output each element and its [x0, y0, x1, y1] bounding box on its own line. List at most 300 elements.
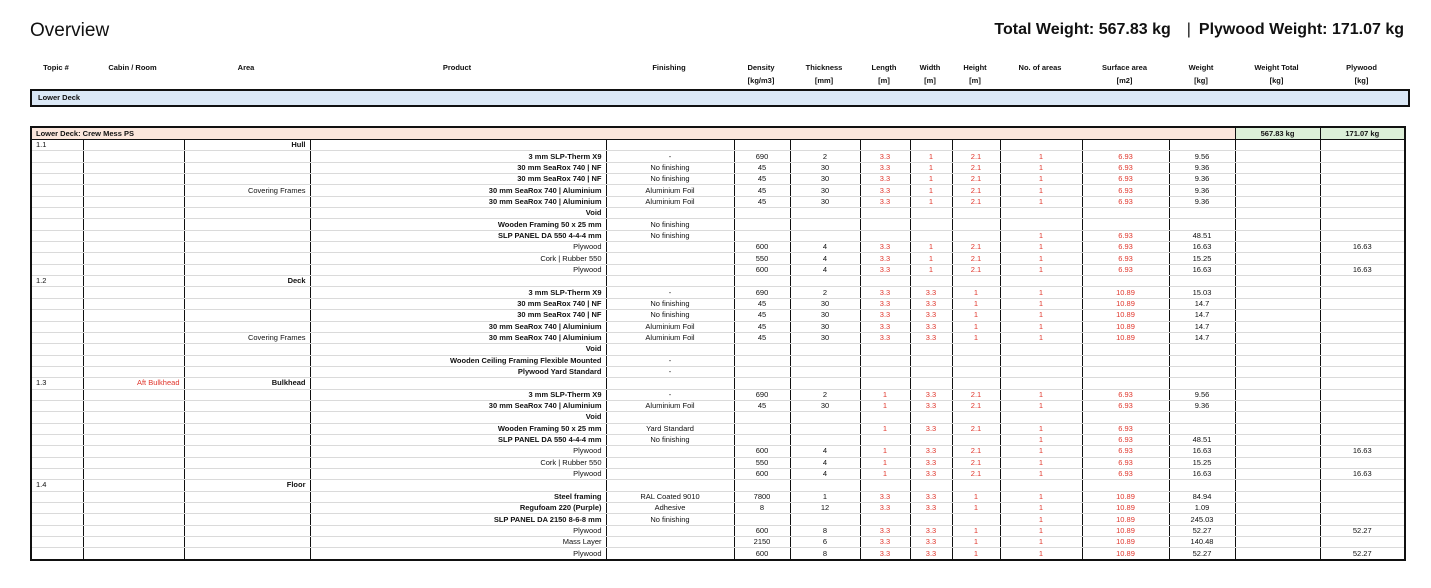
- height-cell[interactable]: 2.1: [952, 423, 1000, 434]
- topic-cell[interactable]: 1.4: [31, 480, 83, 491]
- finishing-cell[interactable]: -: [606, 355, 734, 366]
- weight-cell[interactable]: 15.25: [1169, 253, 1235, 264]
- length-cell[interactable]: 3.3: [860, 332, 910, 343]
- length-cell[interactable]: 3.3: [860, 548, 910, 560]
- finishing-cell[interactable]: No finishing: [606, 434, 734, 445]
- density-cell[interactable]: [734, 480, 790, 491]
- table-row[interactable]: [31, 140, 1405, 151]
- room-cell[interactable]: [83, 174, 184, 185]
- thickness-cell[interactable]: [790, 230, 860, 241]
- thickness-cell[interactable]: [790, 208, 860, 219]
- height-cell[interactable]: 2.1: [952, 162, 1000, 173]
- height-cell[interactable]: [952, 480, 1000, 491]
- plywood-cell[interactable]: [1320, 298, 1405, 309]
- weight-total-cell[interactable]: [1235, 514, 1320, 525]
- weight-total-cell[interactable]: [1235, 491, 1320, 502]
- areas-count-cell[interactable]: 1: [1000, 503, 1082, 514]
- height-cell[interactable]: [952, 412, 1000, 423]
- surface-area-cell[interactable]: 10.89: [1082, 298, 1169, 309]
- density-cell[interactable]: 600: [734, 446, 790, 457]
- density-cell[interactable]: 550: [734, 253, 790, 264]
- room-cell[interactable]: [83, 253, 184, 264]
- topic-cell[interactable]: 1.1: [31, 140, 83, 151]
- height-cell[interactable]: 2.1: [952, 468, 1000, 479]
- area-cell[interactable]: [184, 151, 310, 162]
- weight-cell[interactable]: 9.36: [1169, 174, 1235, 185]
- table-row[interactable]: [31, 446, 1405, 457]
- density-cell[interactable]: 550: [734, 457, 790, 468]
- surface-area-cell[interactable]: 6.93: [1082, 389, 1169, 400]
- surface-area-cell[interactable]: 6.93: [1082, 162, 1169, 173]
- finishing-cell[interactable]: No finishing: [606, 310, 734, 321]
- table-row[interactable]: [31, 412, 1405, 423]
- density-cell[interactable]: [734, 276, 790, 287]
- table-row[interactable]: [31, 503, 1405, 514]
- area-cell[interactable]: [184, 344, 310, 355]
- density-cell[interactable]: 2150: [734, 537, 790, 548]
- length-cell[interactable]: 3.3: [860, 287, 910, 298]
- column-header[interactable]: [1168, 62, 1234, 87]
- product-cell[interactable]: Wooden Framing 50 x 25 mm: [310, 423, 606, 434]
- width-cell[interactable]: 3.3: [910, 468, 952, 479]
- weight-total-cell[interactable]: [1235, 151, 1320, 162]
- product-cell[interactable]: Mass Layer: [310, 537, 606, 548]
- weight-total-cell[interactable]: [1235, 185, 1320, 196]
- length-cell[interactable]: [860, 344, 910, 355]
- plywood-cell[interactable]: [1320, 503, 1405, 514]
- height-cell[interactable]: 2.1: [952, 457, 1000, 468]
- areas-count-cell[interactable]: [1000, 378, 1082, 389]
- table-row[interactable]: [31, 162, 1405, 173]
- weight-cell[interactable]: [1169, 423, 1235, 434]
- areas-count-cell[interactable]: [1000, 344, 1082, 355]
- table-row[interactable]: [31, 332, 1405, 343]
- finishing-cell[interactable]: [606, 140, 734, 151]
- thickness-cell[interactable]: 30: [790, 298, 860, 309]
- topic-cell[interactable]: [31, 400, 83, 411]
- room-cell[interactable]: [83, 400, 184, 411]
- thickness-cell[interactable]: 30: [790, 196, 860, 207]
- product-cell[interactable]: [310, 276, 606, 287]
- density-cell[interactable]: 45: [734, 196, 790, 207]
- length-cell[interactable]: 1: [860, 457, 910, 468]
- areas-count-cell[interactable]: 1: [1000, 174, 1082, 185]
- table-row[interactable]: [31, 151, 1405, 162]
- height-cell[interactable]: [952, 514, 1000, 525]
- plywood-cell[interactable]: [1320, 491, 1405, 502]
- length-cell[interactable]: 3.3: [860, 525, 910, 536]
- surface-area-cell[interactable]: 10.89: [1082, 503, 1169, 514]
- product-cell[interactable]: 30 mm SeaRox 740 | Aluminium: [310, 196, 606, 207]
- finishing-cell[interactable]: [606, 525, 734, 536]
- length-cell[interactable]: 1: [860, 446, 910, 457]
- surface-area-cell[interactable]: 6.93: [1082, 434, 1169, 445]
- density-cell[interactable]: [734, 514, 790, 525]
- room-cell[interactable]: [83, 389, 184, 400]
- table-row[interactable]: [31, 208, 1405, 219]
- plywood-cell[interactable]: [1320, 344, 1405, 355]
- product-cell[interactable]: Void: [310, 344, 606, 355]
- topic-cell[interactable]: [31, 389, 83, 400]
- density-cell[interactable]: 600: [734, 548, 790, 560]
- column-header[interactable]: [789, 62, 859, 87]
- thickness-cell[interactable]: 4: [790, 253, 860, 264]
- width-cell[interactable]: 3.3: [910, 446, 952, 457]
- room-cell[interactable]: [83, 321, 184, 332]
- width-cell[interactable]: 3.3: [910, 525, 952, 536]
- area-cell[interactable]: [184, 412, 310, 423]
- length-cell[interactable]: 3.3: [860, 298, 910, 309]
- areas-count-cell[interactable]: 1: [1000, 389, 1082, 400]
- areas-count-cell[interactable]: 1: [1000, 457, 1082, 468]
- table-row[interactable]: [31, 174, 1405, 185]
- finishing-cell[interactable]: Adhesive: [606, 503, 734, 514]
- topic-cell[interactable]: [31, 287, 83, 298]
- room-cell[interactable]: [83, 355, 184, 366]
- topic-cell[interactable]: [31, 548, 83, 560]
- weight-total-cell[interactable]: [1235, 434, 1320, 445]
- density-cell[interactable]: 45: [734, 174, 790, 185]
- weight-total-cell[interactable]: [1235, 332, 1320, 343]
- areas-count-cell[interactable]: [1000, 276, 1082, 287]
- plywood-cell[interactable]: 16.63: [1320, 468, 1405, 479]
- areas-count-cell[interactable]: 1: [1000, 548, 1082, 560]
- height-cell[interactable]: 1: [952, 525, 1000, 536]
- room-cell[interactable]: [83, 140, 184, 151]
- width-cell[interactable]: 3.3: [910, 503, 952, 514]
- table-row[interactable]: [31, 457, 1405, 468]
- area-cell[interactable]: [184, 253, 310, 264]
- plywood-cell[interactable]: [1320, 355, 1405, 366]
- weight-cell[interactable]: 16.63: [1169, 446, 1235, 457]
- finishing-cell[interactable]: [606, 537, 734, 548]
- room-cell[interactable]: [83, 423, 184, 434]
- area-cell[interactable]: [184, 491, 310, 502]
- density-cell[interactable]: 7800: [734, 491, 790, 502]
- weight-cell[interactable]: [1169, 140, 1235, 151]
- width-cell[interactable]: 3.3: [910, 548, 952, 560]
- room-cell[interactable]: [83, 151, 184, 162]
- weight-cell[interactable]: [1169, 480, 1235, 491]
- product-cell[interactable]: Cork | Rubber 550: [310, 253, 606, 264]
- area-cell[interactable]: [184, 548, 310, 560]
- areas-count-cell[interactable]: 1: [1000, 242, 1082, 253]
- areas-count-cell[interactable]: [1000, 219, 1082, 230]
- plywood-cell[interactable]: [1320, 514, 1405, 525]
- weight-total-cell[interactable]: [1235, 208, 1320, 219]
- areas-count-cell[interactable]: 1: [1000, 310, 1082, 321]
- areas-count-cell[interactable]: 1: [1000, 537, 1082, 548]
- weight-total-cell[interactable]: [1235, 548, 1320, 560]
- topic-cell[interactable]: [31, 253, 83, 264]
- thickness-cell[interactable]: [790, 378, 860, 389]
- width-cell[interactable]: 1: [910, 264, 952, 275]
- product-cell[interactable]: 30 mm SeaRox 740 | Aluminium: [310, 400, 606, 411]
- product-cell[interactable]: Void: [310, 208, 606, 219]
- length-cell[interactable]: 3.3: [860, 491, 910, 502]
- plywood-cell[interactable]: [1320, 276, 1405, 287]
- topic-cell[interactable]: [31, 355, 83, 366]
- thickness-cell[interactable]: [790, 219, 860, 230]
- column-header[interactable]: [309, 62, 605, 87]
- topic-cell[interactable]: [31, 151, 83, 162]
- length-cell[interactable]: [860, 378, 910, 389]
- surface-area-cell[interactable]: 6.93: [1082, 423, 1169, 434]
- plywood-cell[interactable]: [1320, 480, 1405, 491]
- weight-cell[interactable]: 16.63: [1169, 242, 1235, 253]
- thickness-cell[interactable]: [790, 276, 860, 287]
- room-cell[interactable]: [83, 196, 184, 207]
- column-header[interactable]: [1319, 62, 1404, 87]
- room-cell[interactable]: [83, 412, 184, 423]
- width-cell[interactable]: [910, 208, 952, 219]
- weight-cell[interactable]: [1169, 276, 1235, 287]
- table-row[interactable]: [31, 219, 1405, 230]
- product-cell[interactable]: Plywood: [310, 525, 606, 536]
- surface-area-cell[interactable]: 6.93: [1082, 151, 1169, 162]
- density-cell[interactable]: 600: [734, 264, 790, 275]
- areas-count-cell[interactable]: 1: [1000, 185, 1082, 196]
- length-cell[interactable]: [860, 412, 910, 423]
- thickness-cell[interactable]: 30: [790, 332, 860, 343]
- plywood-cell[interactable]: [1320, 310, 1405, 321]
- surface-area-cell[interactable]: 10.89: [1082, 525, 1169, 536]
- surface-area-cell[interactable]: 10.89: [1082, 310, 1169, 321]
- weight-total-cell[interactable]: [1235, 162, 1320, 173]
- weight-cell[interactable]: 140.48: [1169, 537, 1235, 548]
- topic-cell[interactable]: [31, 412, 83, 423]
- column-header[interactable]: [909, 62, 951, 87]
- thickness-cell[interactable]: [790, 423, 860, 434]
- width-cell[interactable]: [910, 412, 952, 423]
- density-cell[interactable]: 600: [734, 468, 790, 479]
- height-cell[interactable]: 1: [952, 491, 1000, 502]
- weight-total-cell[interactable]: [1235, 242, 1320, 253]
- surface-area-cell[interactable]: 10.89: [1082, 287, 1169, 298]
- room-cell[interactable]: [83, 503, 184, 514]
- product-cell[interactable]: 3 mm SLP-Therm X9: [310, 287, 606, 298]
- thickness-cell[interactable]: 30: [790, 400, 860, 411]
- topic-cell[interactable]: [31, 310, 83, 321]
- product-cell[interactable]: 30 mm SeaRox 740 | Aluminium: [310, 185, 606, 196]
- thickness-cell[interactable]: [790, 344, 860, 355]
- finishing-cell[interactable]: Aluminium Foil: [606, 321, 734, 332]
- weight-total-cell[interactable]: [1235, 423, 1320, 434]
- surface-area-cell[interactable]: 10.89: [1082, 332, 1169, 343]
- finishing-cell[interactable]: -: [606, 151, 734, 162]
- thickness-cell[interactable]: 30: [790, 321, 860, 332]
- weight-total-cell[interactable]: [1235, 412, 1320, 423]
- area-cell[interactable]: [184, 525, 310, 536]
- height-cell[interactable]: [952, 230, 1000, 241]
- product-cell[interactable]: Void: [310, 412, 606, 423]
- length-cell[interactable]: [860, 230, 910, 241]
- product-cell[interactable]: Plywood: [310, 446, 606, 457]
- length-cell[interactable]: 3.3: [860, 185, 910, 196]
- finishing-cell[interactable]: No finishing: [606, 219, 734, 230]
- section-lower-deck[interactable]: [30, 89, 1410, 107]
- table-row[interactable]: [31, 480, 1405, 491]
- width-cell[interactable]: 3.3: [910, 389, 952, 400]
- area-cell[interactable]: [184, 400, 310, 411]
- density-cell[interactable]: [734, 423, 790, 434]
- surface-area-cell[interactable]: 6.93: [1082, 468, 1169, 479]
- thickness-cell[interactable]: [790, 355, 860, 366]
- room-cell[interactable]: Aft Bulkhead: [83, 378, 184, 389]
- width-cell[interactable]: 1: [910, 185, 952, 196]
- plywood-cell[interactable]: 52.27: [1320, 548, 1405, 560]
- table-row[interactable]: [31, 298, 1405, 309]
- weight-cell[interactable]: [1169, 208, 1235, 219]
- height-cell[interactable]: 2.1: [952, 151, 1000, 162]
- table-row[interactable]: [31, 242, 1405, 253]
- density-cell[interactable]: [734, 366, 790, 377]
- room-cell[interactable]: [83, 491, 184, 502]
- weight-cell[interactable]: 14.7: [1169, 310, 1235, 321]
- areas-count-cell[interactable]: 1: [1000, 298, 1082, 309]
- width-cell[interactable]: 3.3: [910, 423, 952, 434]
- area-cell[interactable]: [184, 423, 310, 434]
- weight-cell[interactable]: 16.63: [1169, 264, 1235, 275]
- plywood-cell[interactable]: [1320, 287, 1405, 298]
- topic-cell[interactable]: [31, 185, 83, 196]
- weight-total-cell[interactable]: [1235, 525, 1320, 536]
- product-cell[interactable]: Wooden Ceiling Framing Flexible Mounted: [310, 355, 606, 366]
- finishing-cell[interactable]: [606, 242, 734, 253]
- finishing-cell[interactable]: [606, 276, 734, 287]
- topic-cell[interactable]: [31, 434, 83, 445]
- surface-area-cell[interactable]: [1082, 412, 1169, 423]
- finishing-cell[interactable]: -: [606, 287, 734, 298]
- area-cell[interactable]: [184, 310, 310, 321]
- length-cell[interactable]: 3.3: [860, 321, 910, 332]
- plywood-cell[interactable]: [1320, 400, 1405, 411]
- width-cell[interactable]: 3.3: [910, 457, 952, 468]
- table-row[interactable]: [31, 537, 1405, 548]
- finishing-cell[interactable]: Aluminium Foil: [606, 332, 734, 343]
- density-cell[interactable]: 600: [734, 525, 790, 536]
- height-cell[interactable]: 1: [952, 298, 1000, 309]
- topic-cell[interactable]: [31, 332, 83, 343]
- surface-area-cell[interactable]: 6.93: [1082, 264, 1169, 275]
- thickness-cell[interactable]: 4: [790, 264, 860, 275]
- areas-count-cell[interactable]: 1: [1000, 423, 1082, 434]
- width-cell[interactable]: 3.3: [910, 310, 952, 321]
- plywood-cell[interactable]: [1320, 140, 1405, 151]
- product-cell[interactable]: 30 mm SeaRox 740 | NF: [310, 174, 606, 185]
- topic-cell[interactable]: [31, 514, 83, 525]
- area-cell[interactable]: [184, 389, 310, 400]
- room-cell[interactable]: [83, 276, 184, 287]
- product-cell[interactable]: 30 mm SeaRox 740 | Aluminium: [310, 332, 606, 343]
- finishing-cell[interactable]: [606, 548, 734, 560]
- areas-count-cell[interactable]: 1: [1000, 264, 1082, 275]
- length-cell[interactable]: 1: [860, 389, 910, 400]
- surface-area-cell[interactable]: [1082, 140, 1169, 151]
- table-row[interactable]: [31, 548, 1405, 560]
- plywood-cell[interactable]: [1320, 332, 1405, 343]
- room-cell[interactable]: [83, 548, 184, 560]
- area-cell[interactable]: [184, 321, 310, 332]
- weight-cell[interactable]: 84.94: [1169, 491, 1235, 502]
- weight-total-cell[interactable]: [1235, 140, 1320, 151]
- column-header[interactable]: [1081, 62, 1168, 87]
- weight-total-cell[interactable]: [1235, 446, 1320, 457]
- plywood-cell[interactable]: [1320, 230, 1405, 241]
- weight-cell[interactable]: 14.7: [1169, 298, 1235, 309]
- width-cell[interactable]: 1: [910, 174, 952, 185]
- topic-cell[interactable]: [31, 321, 83, 332]
- height-cell[interactable]: [952, 434, 1000, 445]
- room-cell[interactable]: [83, 242, 184, 253]
- area-cell[interactable]: [184, 264, 310, 275]
- table-row[interactable]: [31, 423, 1405, 434]
- density-cell[interactable]: 45: [734, 321, 790, 332]
- table-row[interactable]: [31, 378, 1405, 389]
- height-cell[interactable]: [952, 219, 1000, 230]
- room-cell[interactable]: [83, 525, 184, 536]
- room-cell[interactable]: [83, 537, 184, 548]
- surface-area-cell[interactable]: [1082, 366, 1169, 377]
- table-row[interactable]: [31, 264, 1405, 275]
- weight-total-cell[interactable]: [1235, 378, 1320, 389]
- finishing-cell[interactable]: No finishing: [606, 162, 734, 173]
- areas-count-cell[interactable]: 1: [1000, 162, 1082, 173]
- surface-area-cell[interactable]: 6.93: [1082, 196, 1169, 207]
- product-cell[interactable]: [310, 140, 606, 151]
- column-header[interactable]: [859, 62, 909, 87]
- finishing-cell[interactable]: No finishing: [606, 514, 734, 525]
- area-cell[interactable]: [184, 162, 310, 173]
- weight-cell[interactable]: 15.03: [1169, 287, 1235, 298]
- room-cell[interactable]: [83, 264, 184, 275]
- width-cell[interactable]: [910, 378, 952, 389]
- topic-cell[interactable]: [31, 298, 83, 309]
- table-row[interactable]: [31, 310, 1405, 321]
- density-cell[interactable]: [734, 208, 790, 219]
- thickness-cell[interactable]: 4: [790, 242, 860, 253]
- thickness-cell[interactable]: 30: [790, 310, 860, 321]
- weight-cell[interactable]: 14.7: [1169, 332, 1235, 343]
- height-cell[interactable]: [952, 366, 1000, 377]
- thickness-cell[interactable]: [790, 140, 860, 151]
- height-cell[interactable]: 1: [952, 310, 1000, 321]
- thickness-cell[interactable]: 30: [790, 162, 860, 173]
- width-cell[interactable]: 3.3: [910, 491, 952, 502]
- plywood-cell[interactable]: [1320, 434, 1405, 445]
- length-cell[interactable]: 1: [860, 423, 910, 434]
- thickness-cell[interactable]: 12: [790, 503, 860, 514]
- height-cell[interactable]: 2.1: [952, 196, 1000, 207]
- topic-cell[interactable]: [31, 446, 83, 457]
- product-cell[interactable]: 30 mm SeaRox 740 | NF: [310, 162, 606, 173]
- topic-cell[interactable]: 1.3: [31, 378, 83, 389]
- plywood-cell[interactable]: 52.27: [1320, 525, 1405, 536]
- length-cell[interactable]: [860, 514, 910, 525]
- plywood-cell[interactable]: 16.63: [1320, 446, 1405, 457]
- finishing-cell[interactable]: [606, 208, 734, 219]
- density-cell[interactable]: 600: [734, 242, 790, 253]
- height-cell[interactable]: [952, 344, 1000, 355]
- area-cell[interactable]: [184, 537, 310, 548]
- width-cell[interactable]: 3.3: [910, 321, 952, 332]
- finishing-cell[interactable]: [606, 412, 734, 423]
- area-cell[interactable]: [184, 208, 310, 219]
- areas-count-cell[interactable]: 1: [1000, 446, 1082, 457]
- height-cell[interactable]: 2.1: [952, 446, 1000, 457]
- table-row[interactable]: [31, 514, 1405, 525]
- areas-count-cell[interactable]: [1000, 140, 1082, 151]
